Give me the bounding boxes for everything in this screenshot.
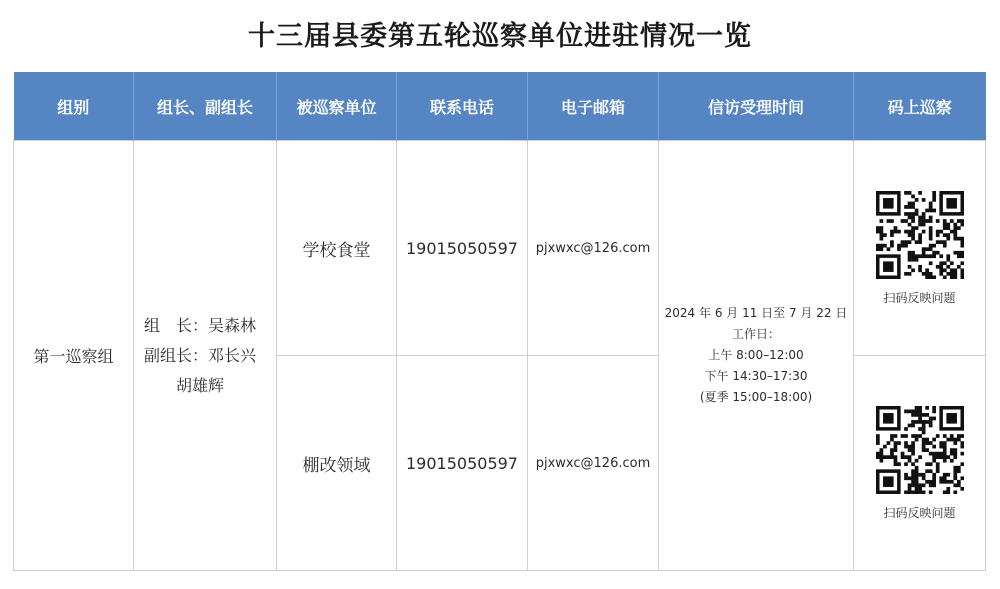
phone-number: 19015050597 [397, 356, 528, 571]
qr-caption: 扫码反映问题 [883, 290, 956, 305]
header-group: 组别 [14, 72, 134, 141]
unit-name: 学校食堂 [277, 141, 397, 356]
header-row [14, 72, 986, 141]
leader-line: 组 长：吴森林 [143, 315, 256, 335]
hours-weekday-label: 工作日： [731, 327, 780, 341]
header-unit: 被巡察单位 [277, 72, 397, 141]
hours-date-range: 2024 年 6 月 11 日至 7 月 22 日 [664, 306, 848, 320]
deputy-line: 副组长：邓长兴 [143, 345, 256, 365]
qr-code-icon[interactable] [876, 191, 964, 279]
email-address[interactable]: pjxwxc@126.com [528, 141, 659, 356]
table-row [14, 141, 986, 356]
hours-morning: 上午 8:00–12:00 [708, 348, 804, 362]
hours-summer: (夏季 15:00–18:00) [699, 390, 813, 404]
hours-afternoon: 下午 14:30–17:30 [704, 369, 808, 383]
qr-cell [854, 141, 986, 356]
email-address[interactable]: pjxwxc@126.com [528, 356, 659, 571]
header-email: 电子邮箱 [528, 72, 659, 141]
qr-cell [854, 356, 986, 571]
page-title: 十三届县委第五轮巡察单位进驻情况一览 [248, 21, 752, 52]
roster-table [13, 72, 986, 571]
group-name: 第一巡察组 [14, 141, 134, 571]
header-leaders: 组长、副组长 [134, 72, 277, 141]
qr-caption: 扫码反映问题 [883, 505, 956, 520]
deputy-line-2: 胡雄辉 [175, 375, 224, 395]
hours-cell [659, 141, 854, 571]
unit-name: 棚改领域 [277, 356, 397, 571]
qr-code-icon[interactable] [876, 406, 964, 494]
header-qr: 码上巡察 [854, 72, 986, 141]
header-hours: 信访受理时间 [659, 72, 854, 141]
leaders-cell [134, 141, 277, 571]
phone-number: 19015050597 [397, 141, 528, 356]
header-phone: 联系电话 [397, 72, 528, 141]
